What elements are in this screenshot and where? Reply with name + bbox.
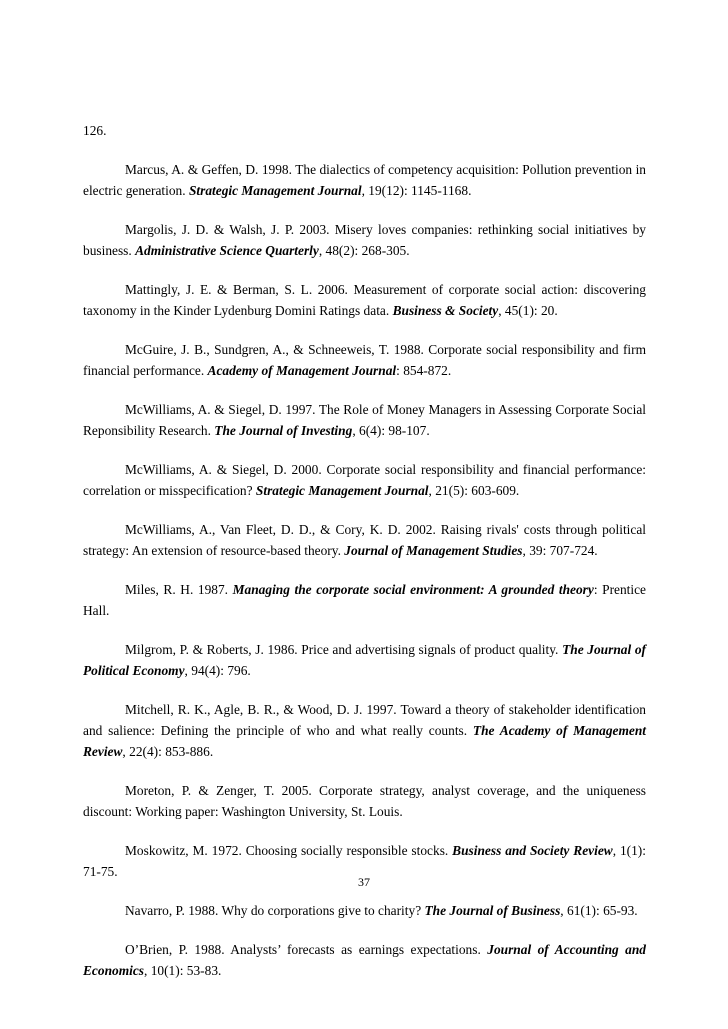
reference-text: Mattingly, J. E. & Berman, S. L. 2006. Measurement of corporate social action: discovering taxonomy in the Kinder Lydenburg Domini Ratings data. [83,282,646,318]
reference-entry [83,459,646,501]
previous-reference-continuation: 126. [83,123,107,138]
reference-details: , 21(5): 603-609. [428,483,520,498]
reference-text: McWilliams, A. & Siegel, D. 2000. Corporate social responsibility and financial performance: correlation or misspecification? [83,462,646,498]
reference-text: Moreton, P. & Zenger, T. 2005. Corporate strategy, analyst coverage, and the uniqueness discount: Working paper: Washington University, St. Louis. [83,783,646,819]
reference-details: , 94(4): 796. [184,663,251,678]
book-title: Managing the corporate social environment: A grounded theory [232,582,594,597]
reference-entry [83,900,646,921]
reference-text: McGuire, J. B., Sundgren, A., & Schneeweis, T. 1988. Corporate social responsibility and firm financial performance. [83,342,646,378]
reference-text: McWilliams, A. & Siegel, D. 1997. The Role of Money Managers in Assessing Corporate Social Reponsibility Research. [83,402,646,438]
journal-title: Journal of Accounting and Economics [83,942,646,978]
reference-entry [83,939,646,981]
reference-text: Margolis, J. D. & Walsh, J. P. 2003. Misery loves companies: rethinking social initiatives by business. [83,222,646,258]
page-number: 37 [358,875,370,889]
reference-text: Miles, R. H. 1987. [125,582,233,597]
journal-title: The Journal of Business [424,903,561,918]
reference-details: , 1(1): 71-75. [83,843,646,879]
journal-title: Strategic Management Journal [188,183,362,198]
reference-text: McWilliams, A., Van Fleet, D. D., & Cory, K. D. 2002. Raising rivals' costs through political strategy: An extension of resource-based theory. [83,522,646,558]
reference-entry [83,519,646,561]
reference-entry [83,579,646,621]
reference-text: Moskowitz, M. 1972. Choosing socially responsible stocks. [125,843,453,858]
journal-title: The Academy of Management Review [83,723,647,759]
journal-title: Administrative Science Quarterly [135,243,319,258]
journal-title: Business and Society Review [452,843,613,858]
reference-details: , 6(4): 98-107. [352,423,430,438]
reference-details: , 10(1): 53-83. [144,963,222,978]
reference-text: O’Brien, P. 1988. Analysts’ forecasts as earnings expectations. [125,942,488,957]
reference-text: Marcus, A. & Geffen, D. 1998. The dialectics of competency acquisition: Pollution prevention in electric generation. [83,162,646,198]
document-body [83,120,646,999]
reference-entry [83,399,646,441]
reference-details: , 22(4): 853-886. [122,744,214,759]
reference-details: : 854-872. [396,363,452,378]
reference-entry [83,159,646,201]
reference-details: , 45(1): 20. [498,303,558,318]
reference-details: : Prentice Hall. [83,582,646,618]
reference-entry [83,699,646,762]
journal-title: The Journal of Investing [214,423,353,438]
reference-text: Milgrom, P. & Roberts, J. 1986. Price and advertising signals of product quality. [125,642,563,657]
journal-title: The Journal of Political Economy [83,642,646,678]
reference-text: Navarro, P. 1988. Why do corporations give to charity? [125,903,425,918]
reference-details: , 61(1): 65-93. [560,903,638,918]
journal-title: Journal of Management Studies [344,543,523,558]
reference-details: , 19(12): 1145-1168. [361,183,472,198]
reference-entry [83,639,646,681]
reference-details: , 39: 707-724. [522,543,598,558]
reference-entry [83,279,646,321]
reference-details: , 48(2): 268-305. [318,243,410,258]
reference-list [83,159,646,981]
journal-title: Business & Society [392,303,499,318]
reference-text: Mitchell, R. K., Agle, B. R., & Wood, D. J. 1997. Toward a theory of stakeholder identification and salience: Defining the principle of who and what really counts. [83,702,646,738]
journal-title: Academy of Management Journal [207,363,397,378]
reference-entry [83,219,646,261]
reference-entry [83,339,646,381]
reference-entry [83,780,646,822]
journal-title: Strategic Management Journal [255,483,429,498]
